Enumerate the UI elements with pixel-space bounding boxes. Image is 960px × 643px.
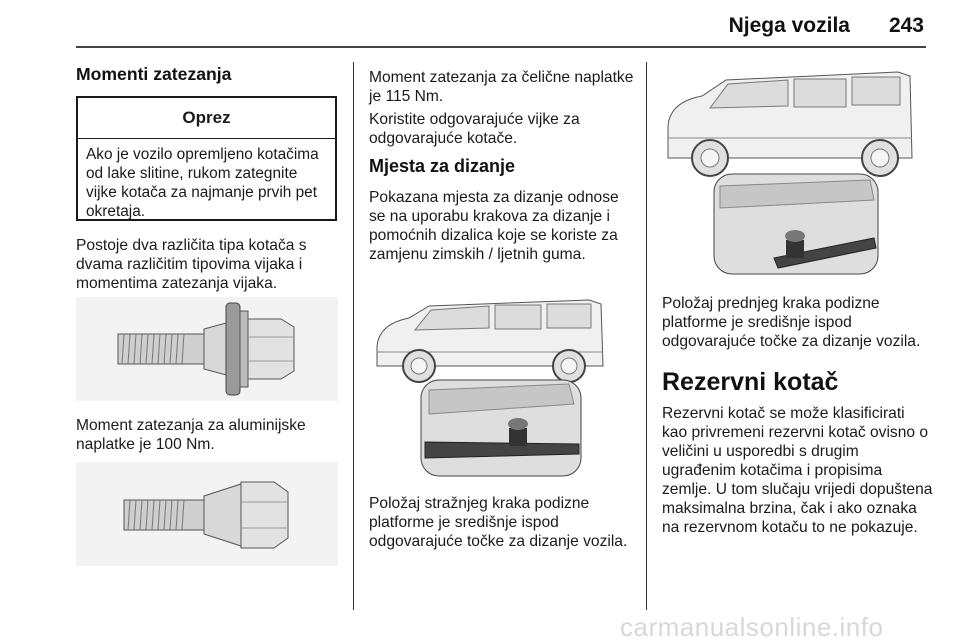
figure-steel-wheel-bolt [76, 462, 338, 566]
paragraph-spare-wheel: Rezervni kotač se može klasificirati kao privremeni rezervni kotač ovisno o veličini u usporedbi s drugim ugrađenim kotačima i propisima zemlje. U tom slučaju vrijedi dopuštena maksimalna brzina, čak i ako oznaka na rezervnom kotaču to ne pokazuje. [662, 405, 933, 536]
section-heading-lifting-points: Mjesta za dizanje [369, 156, 516, 176]
paragraph-steel-torque: Moment zatezanja za čelične naplatke je 115 Nm. [369, 69, 634, 105]
section-heading-torque: Momenti zatezanja [76, 64, 232, 84]
paragraph-wheel-types: Postoje dva različita tipa kotača s dvama različitim tipovima vijaka i momentima zatezanja vijaka. [76, 237, 307, 292]
caution-box [76, 96, 337, 221]
paragraph-matching-bolts: Koristite odgovarajuće vijke za odgovarajuće kotače. [369, 111, 580, 147]
page-number: 243 [888, 14, 924, 37]
caution-text: Ako je vozilo opremljeno kotačima od lake slitine, rukom zategnite vijke kotača za najmanje prvih pet okretaja. [86, 146, 319, 220]
paragraph-alloy-torque: Moment zatezanja za aluminijske naplatke je 100 Nm. [76, 417, 306, 453]
paragraph-lifting-points: Pokazana mjesta za dizanje odnose se na uporabu krakova za dizanje i pomoćnih dizalica koje se koriste za zamjenu zimskih / ljetnih guma. [369, 189, 619, 263]
figure-front-lifting-point [662, 62, 930, 276]
watermark: carmanualsonline.info [620, 612, 884, 642]
caption-rear-lifting-point: Položaj stražnjeg kraka podizne platforme je središnje ispod odgovarajuće točke za dizanje vozila. [369, 495, 628, 550]
figure-alloy-wheel-bolt [76, 297, 338, 401]
figure-rear-lifting-point [369, 294, 639, 480]
section-heading-spare-wheel: Rezervni kotač [662, 368, 839, 396]
running-header-title: Njega vozila [728, 14, 850, 37]
caption-front-lifting-point: Položaj prednjeg kraka podizne platforme je središnje ispod odgovarajuće točke za dizanje vozila. [662, 295, 921, 350]
column-divider-left [353, 62, 354, 610]
column-divider-right [646, 62, 647, 610]
caution-title: Oprez [78, 98, 335, 139]
header-rule [76, 46, 926, 48]
